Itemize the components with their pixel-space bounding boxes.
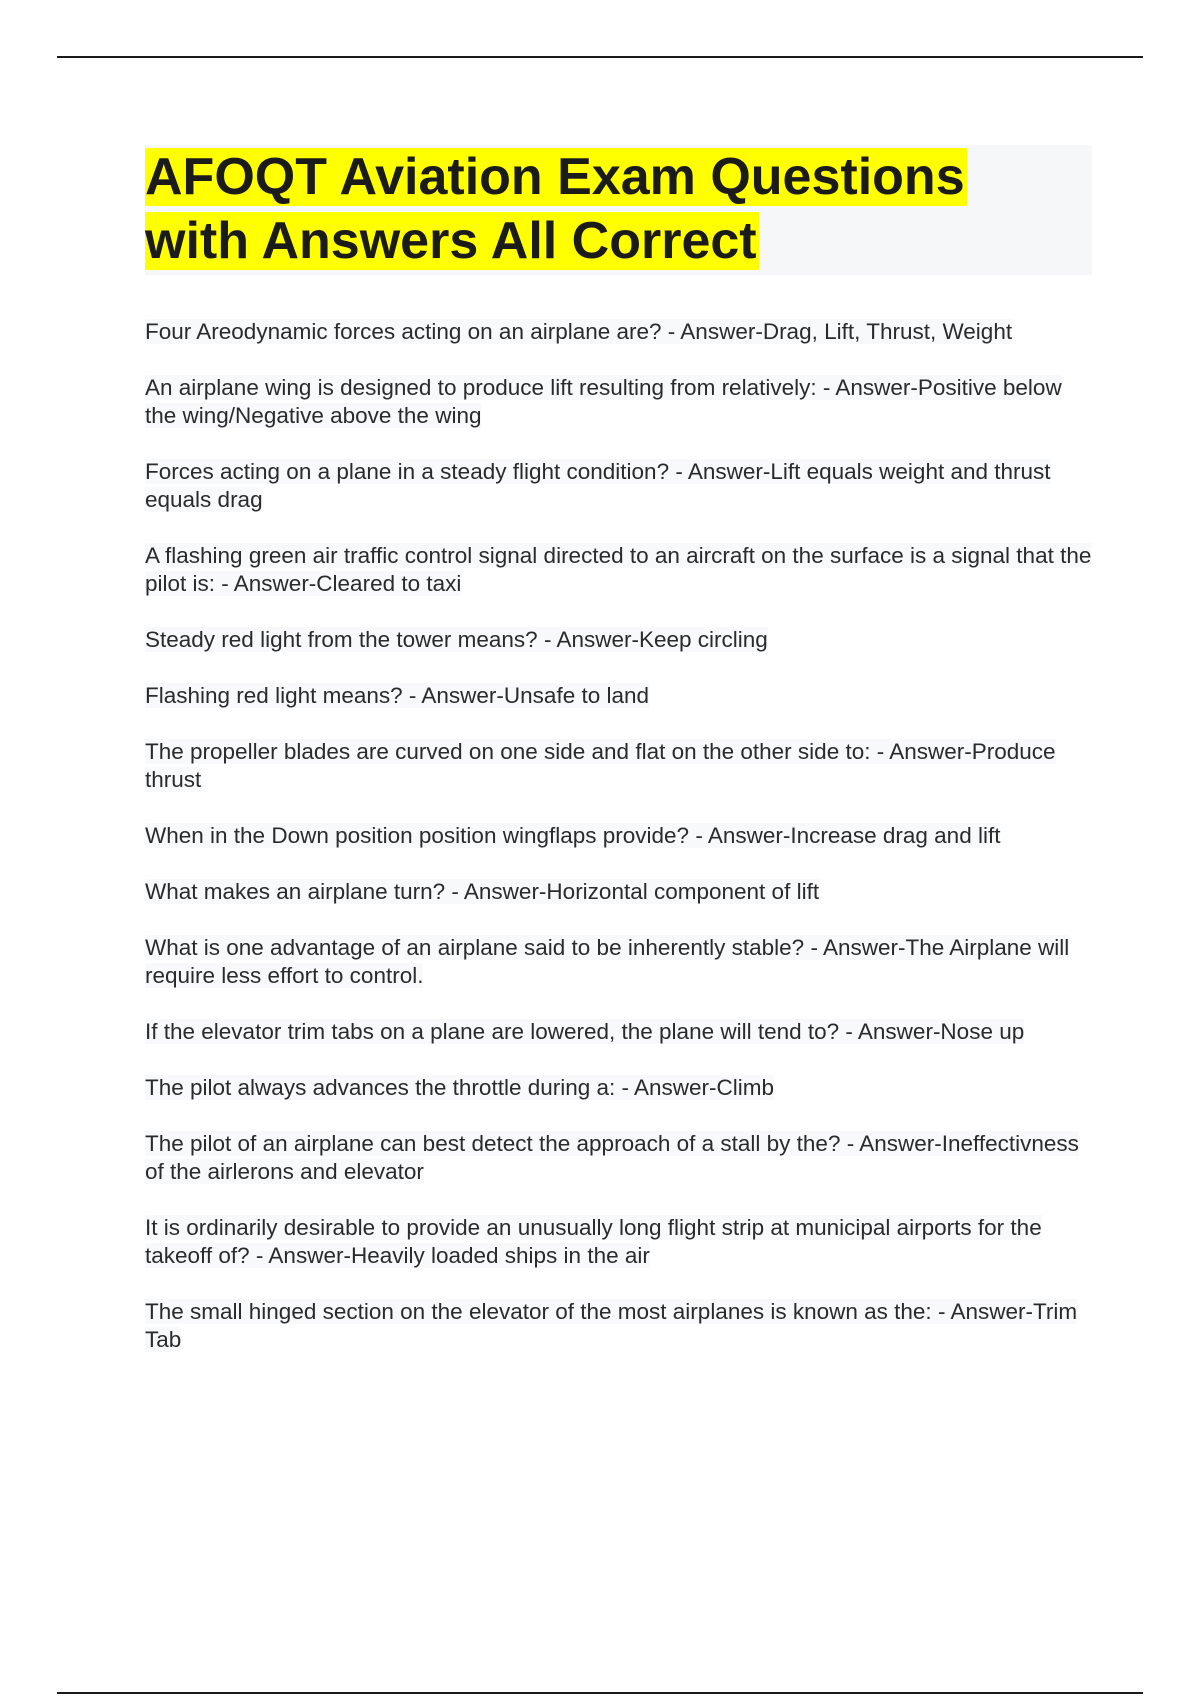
bottom-divider (57, 1692, 1143, 1694)
qa-item-9: What makes an airplane turn? - Answer-Horizontal component of lift (145, 879, 820, 904)
qa-item-6: Flashing red light means? - Answer-Unsafe to land (145, 683, 650, 708)
qa-item-12: The pilot always advances the throttle during a: - Answer-Climb (145, 1075, 775, 1100)
qa-item-5: Steady red light from the tower means? - Answer-Keep circling (145, 627, 768, 652)
document-title (145, 145, 1092, 273)
qa-item-14: It is ordinarily desirable to provide an unusually long flight strip at municipal airports for the takeoff of? - Answer-Heavily loaded ships in the air (145, 1215, 1042, 1268)
qa-item-7: The propeller blades are curved on one side and flat on the other side to: - Answer-Produce thrust (145, 739, 1056, 792)
qa-item-2: An airplane wing is designed to produce lift resulting from relatively: - Answer-Positive below the wing/Negative above the wing (145, 375, 1062, 428)
top-divider (57, 56, 1143, 58)
qa-item-10: What is one advantage of an airplane said to be inherently stable? - Answer-The Airplane will require less effort to control. (145, 935, 1070, 988)
qa-item-3: Forces acting on a plane in a steady flight condition? - Answer-Lift equals weight and thrust equals drag (145, 459, 1051, 512)
title-line-2: with Answers All Correct (145, 212, 757, 270)
title-line-1: AFOQT Aviation Exam Questions (145, 148, 965, 206)
title-block (145, 145, 1092, 275)
question-answer-list (145, 318, 1095, 1382)
qa-item-13: The pilot of an airplane can best detect the approach of a stall by the? - Answer-Ineffectivness of the airlerons and elevator (145, 1131, 1079, 1184)
qa-item-4: A flashing green air traffic control signal directed to an aircraft on the surface is a signal that the pilot is: - Answer-Cleared to taxi (145, 543, 1092, 596)
qa-item-11: If the elevator trim tabs on a plane are lowered, the plane will tend to? - Answer-Nose up (145, 1019, 1025, 1044)
qa-item-15: The small hinged section on the elevator of the most airplanes is known as the: - Answer-Trim Tab (145, 1299, 1078, 1352)
qa-item-8: When in the Down position position wingflaps provide? - Answer-Increase drag and lift (145, 823, 1001, 848)
qa-item-1: Four Areodynamic forces acting on an airplane are? - Answer-Drag, Lift, Thrust, Weight (145, 319, 1013, 344)
